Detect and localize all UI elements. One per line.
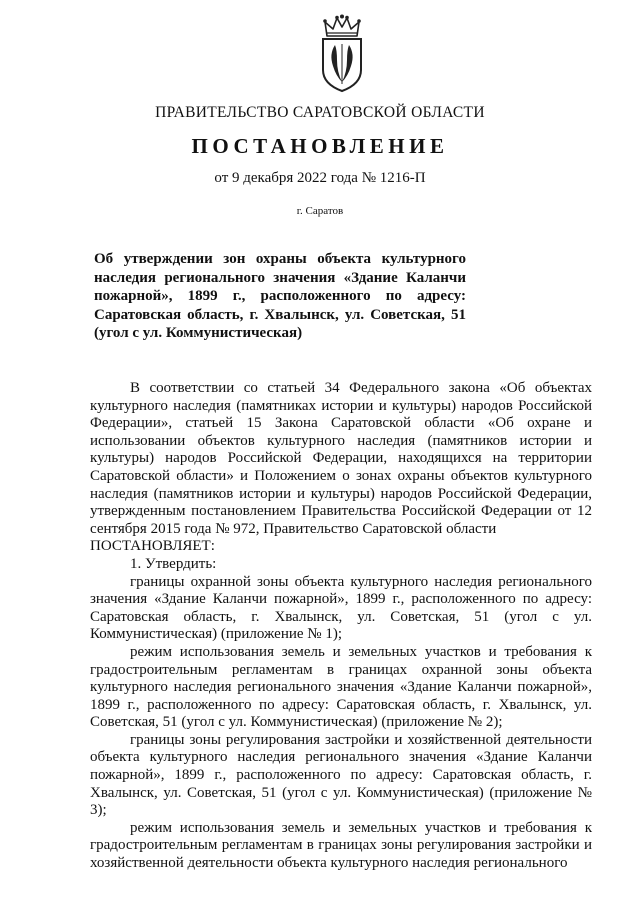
body-paragraph-2: режим использования земель и земельных участков и требования к градостроительным регламентам в границах охранной зоны объекта культурного наследия регионального значения «Здание Каланчи пожарной», 1899 г., расположенного по адресу: Саратовская область, г. Хвалынск, ул. Советская, 51 (угол с ул. Коммунистическая) (приложение № 2); — [90, 643, 592, 731]
item-1-heading: 1. Утвердить: — [130, 555, 217, 572]
resolves-heading: ПОСТАНОВЛЯЕТ: — [90, 538, 215, 555]
document-date-number: от 9 декабря 2022 года № 1216-П — [214, 170, 426, 186]
document-title: ПОСТАНОВЛЕНИЕ — [191, 134, 449, 158]
document-city: г. Саратов — [296, 205, 344, 217]
body-paragraph-3: границы зоны регулирования застройки и хозяйственной деятельности объекта культурного наследия регионального значения «Здание Каланчи пожарной», 1899 г., расположенного по адресу: Саратовская область, г. Хвалынск, ул. Советская, 51 (угол с ул. Коммунистическая) (приложение № 3); — [90, 731, 592, 819]
document-subject: Об утверждении зон охраны объекта культурного наследия регионального значения «Здание Каланчи пожарной», 1899 г., расположенного по адресу: Саратовская область, г. Хвалынск, ул. Советская, 51 (угол с ул. Коммунистическая) — [94, 251, 466, 341]
body-paragraph-4: режим использования земель и земельных участков и требования к градостроительным регламентам в границах зоны регулирования застройки и хозяйственной деятельности объекта культурного наследия регионального — [90, 819, 592, 872]
government-name: ПРАВИТЕЛЬСТВО САРАТОВСКОЙ ОБЛАСТИ — [155, 104, 485, 121]
document-body — [90, 380, 592, 873]
preamble-paragraph: В соответствии со статьей 34 Федерального закона «Об объектах культурного наследия (памятниках истории и культуры) народов Российской Федерации», статьей 15 Закона Саратовской области «Об охране и использовании объектов культурного наследия (памятников истории и культуры) народов Российской Федерации, находящихся на территории Саратовской области» и Положением о зонах охраны объектов культурного наследия (памятников истории и культуры) народов Российской Федерации, утвержденным постановлением Правительства Российской Федерации от 12 сентября 2015 года № 972, Правительство Саратовской области — [90, 380, 592, 537]
saratov-coat-of-arms-icon — [317, 14, 367, 94]
body-paragraph-1: границы охранной зоны объекта культурного наследия регионального значения «Здание Каланчи пожарной», 1899 г., расположенного по адресу: Саратовская область, г. Хвалынск, ул. Советская, 51 (угол с ул. Коммунистическая) (приложение № 1); — [90, 573, 592, 643]
